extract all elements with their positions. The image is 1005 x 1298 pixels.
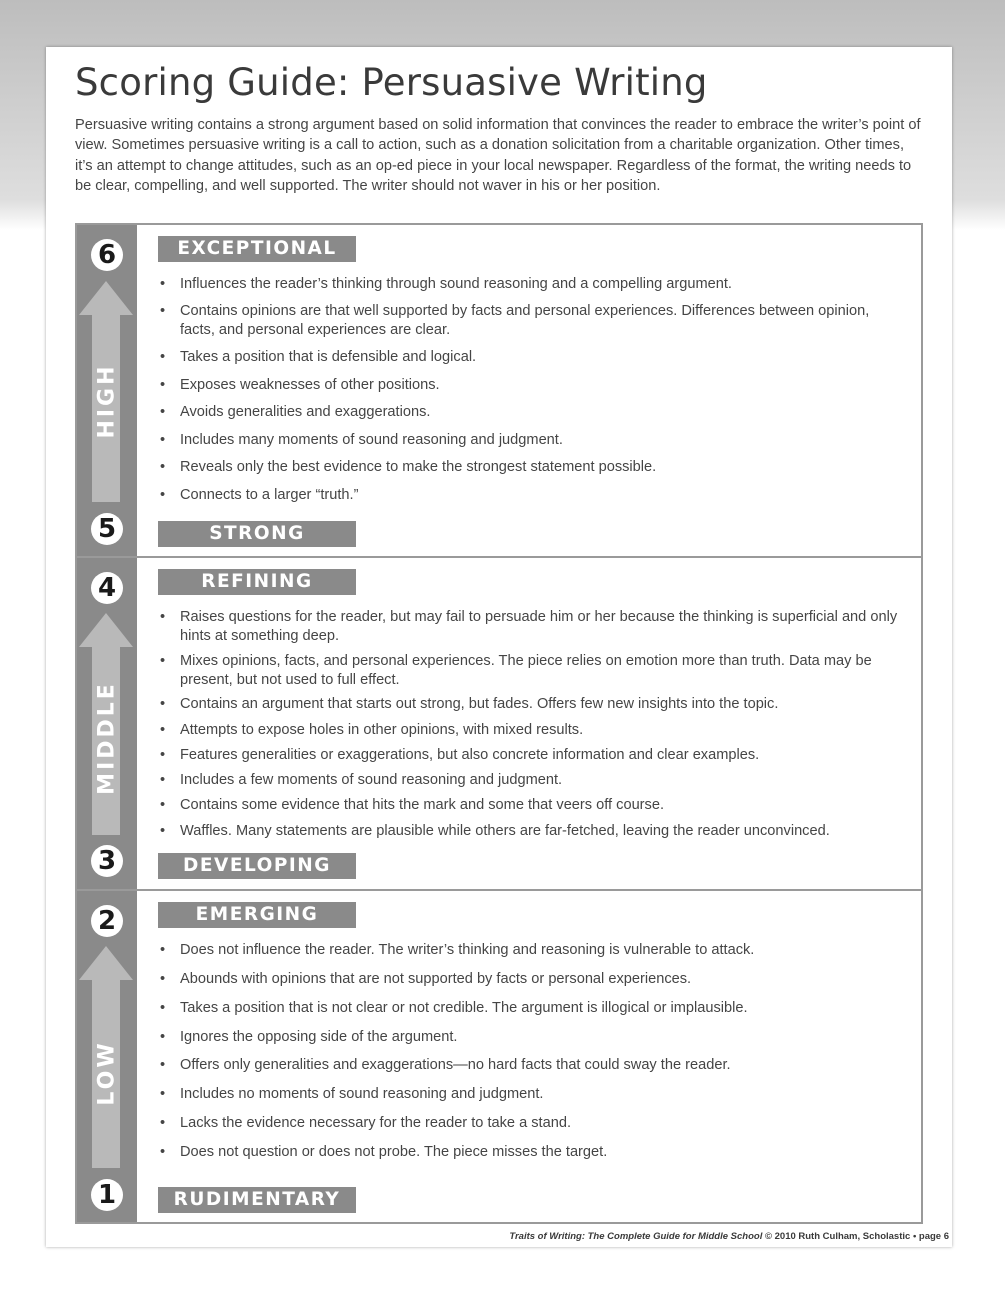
list-item: • Includes a few moments of sound reasoning and judgment. [158, 771, 898, 790]
list-item: • Contains some evidence that hits the mark and some that veers off course. [158, 796, 898, 815]
intro-paragraph: Persuasive writing contains a strong argument based on solid information that convinces the reader to embrace the writer’s point of view. Sometimes persuasive writing is a call to action, such as a donation solicitation from a charitable organization. Other times, it’s an attempt to change attitudes, such as an op-ed piece in your local newspaper. Regardless of the format, the writing needs to be clear, compelling, and well supported. The writer should not waver in his or her position. [75, 117, 921, 194]
list-item: • Influences the reader’s thinking through sound reasoning and a compelling argument. [158, 275, 898, 294]
list-item: • Attempts to expose holes in other opinions, with mixed results. [158, 721, 898, 740]
score-2-badge: 2 [91, 905, 123, 937]
score-rail-low [77, 891, 137, 1222]
list-item: • Includes no moments of sound reasoning and judgment. [158, 1085, 898, 1104]
score-rail-high [77, 225, 137, 556]
label-developing: DEVELOPING [158, 853, 356, 879]
level-label-middle: MIDDLE [94, 681, 120, 795]
list-item: • Connects to a larger “truth.” [158, 486, 898, 505]
list-item: • Contains an argument that starts out strong, but fades. Offers few new insights into the topic. [158, 695, 898, 714]
list-item: • Lacks the evidence necessary for the reader to take a stand. [158, 1114, 898, 1133]
list-item: • Mixes opinions, facts, and personal experiences. The piece relies on emotion more than truth. Data may be present, but not used to full effect. [158, 652, 898, 689]
footer-credit: © 2010 Ruth Culham, Scholastic • page 6 [762, 1231, 949, 1242]
list-item: • Offers only generalities and exaggerations—no hard facts that could sway the reader. [158, 1056, 898, 1075]
list-item: • Ignores the opposing side of the argument. [158, 1028, 898, 1047]
list-item: • Contains opinions are that well supported by facts and personal experiences. Differences between opinion, facts, and personal experiences are clear. [158, 302, 898, 339]
list-item: • Waffles. Many statements are plausible while others are far-fetched, leaving the reader unconvinced. [158, 822, 898, 841]
list-item: • Includes many moments of sound reasoning and judgment. [158, 431, 898, 450]
list-item: • Takes a position that is not clear or not credible. The argument is illogical or implausible. [158, 999, 898, 1018]
label-exceptional: EXCEPTIONAL [158, 236, 356, 262]
page-footer [509, 1231, 949, 1242]
list-item: • Reveals only the best evidence to make the strongest statement possible. [158, 458, 898, 477]
list-item: • Abounds with opinions that are not supported by facts or personal experiences. [158, 970, 898, 989]
list-item: • Raises questions for the reader, but may fail to persuade him or her because the thinking is superficial and only hints at something deep. [158, 608, 898, 645]
section-high [75, 223, 923, 558]
page-title: Scoring Guide: Persuasive Writing [75, 61, 708, 104]
list-item: • Takes a position that is defensible and logical. [158, 348, 898, 367]
list-item: • Does not question or does not probe. The piece misses the target. [158, 1143, 898, 1162]
label-strong: STRONG [158, 521, 356, 547]
footer-book-title: Traits of Writing: The Complete Guide for Middle School [509, 1231, 763, 1242]
score-1-badge: 1 [91, 1179, 123, 1211]
score-4-badge: 4 [91, 572, 123, 604]
label-refining: REFINING [158, 569, 356, 595]
section-low [75, 889, 923, 1224]
score-6-badge: 6 [91, 239, 123, 271]
section-middle [75, 556, 923, 891]
list-item: • Exposes weaknesses of other positions. [158, 376, 898, 395]
score-rail-middle [77, 558, 137, 889]
up-arrow-icon [79, 613, 133, 647]
label-emerging: EMERGING [158, 902, 356, 928]
level-label-high: HIGH [94, 363, 120, 439]
level-label-low: LOW [94, 1040, 120, 1106]
score-3-badge: 3 [91, 845, 123, 877]
document-page [46, 47, 952, 1247]
up-arrow-icon [79, 281, 133, 315]
list-item: • Does not influence the reader. The writer’s thinking and reasoning is vulnerable to attack. [158, 941, 898, 960]
up-arrow-icon [79, 946, 133, 980]
list-item: • Avoids generalities and exaggerations. [158, 403, 898, 422]
label-rudimentary: RUDIMENTARY [158, 1187, 356, 1213]
list-item: • Features generalities or exaggerations, but also concrete information and clear examples. [158, 746, 898, 765]
score-5-badge: 5 [91, 513, 123, 545]
